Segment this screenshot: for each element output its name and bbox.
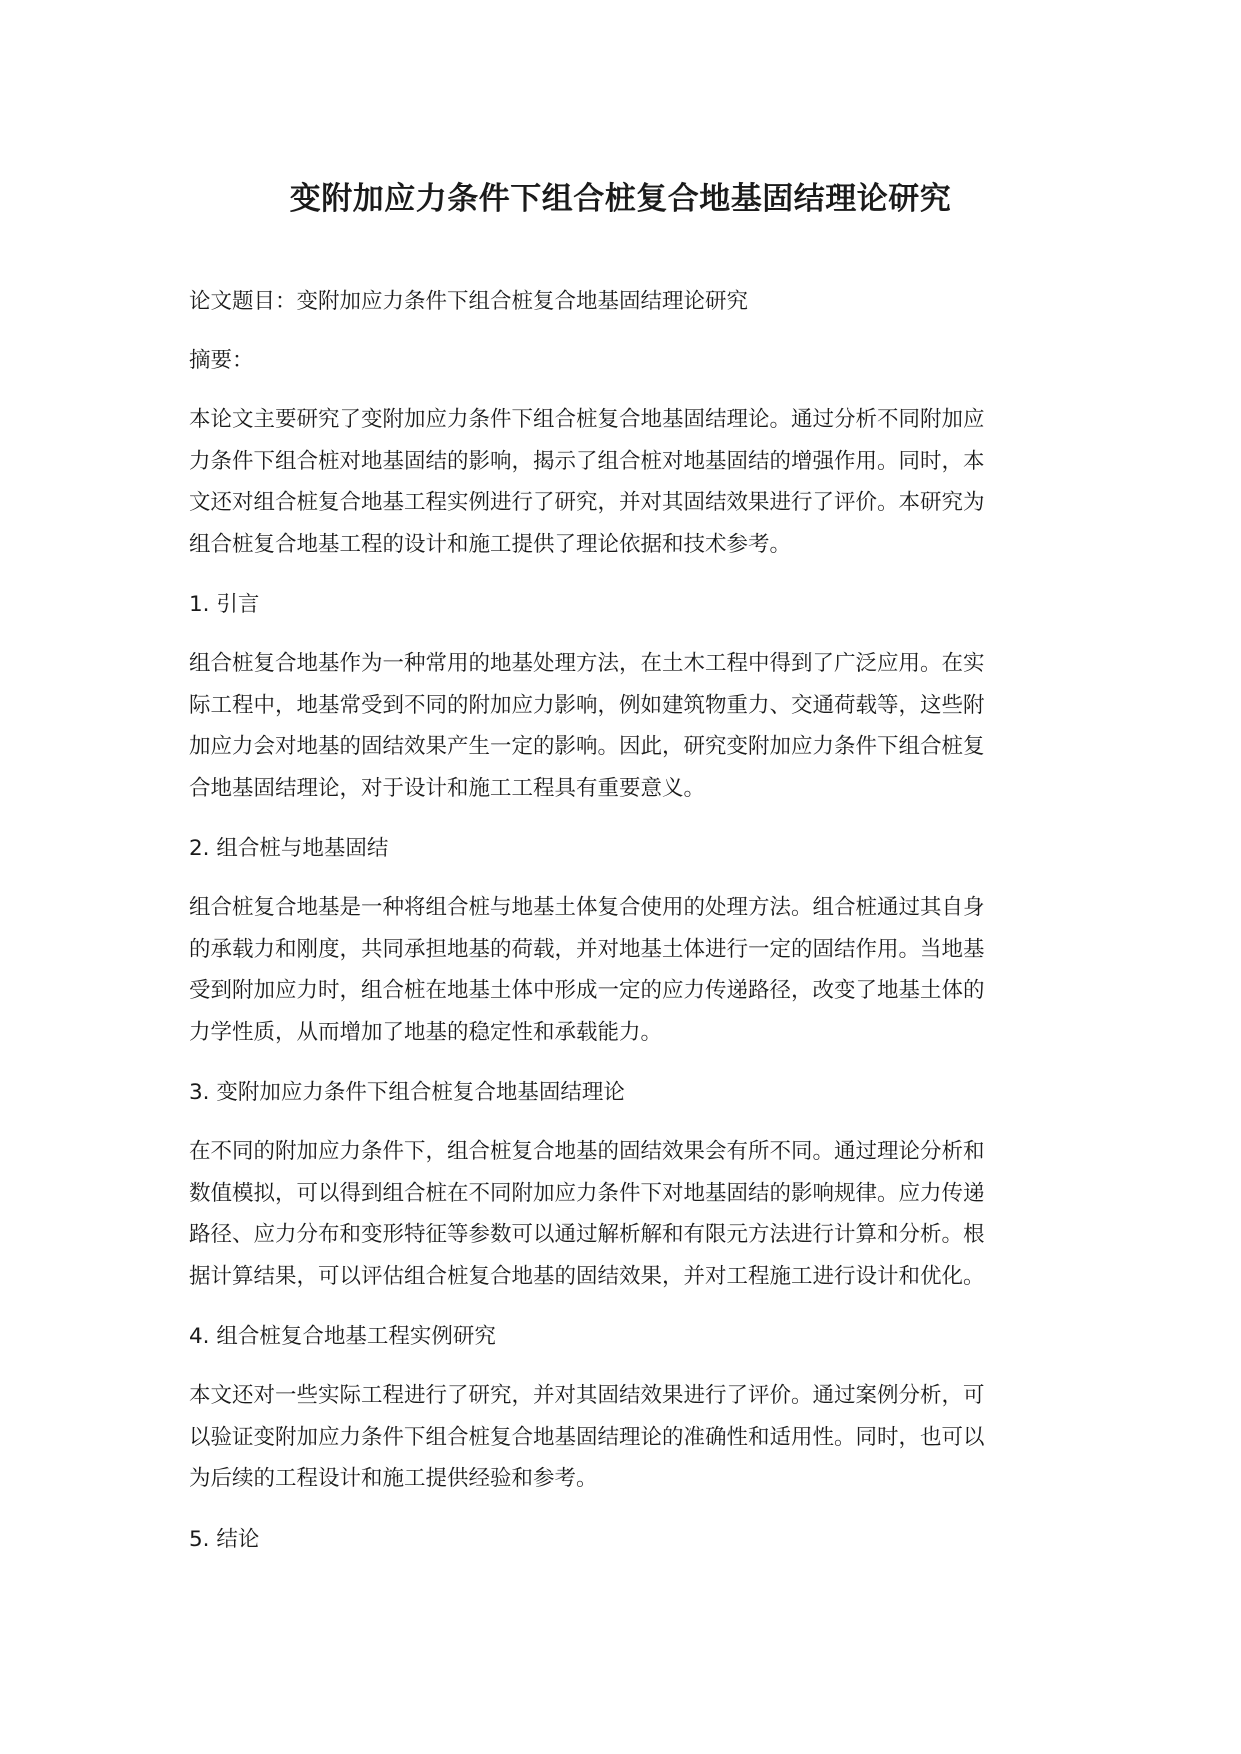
paragraph-line: 力学性质，从而增加了地基的稳定性和承载能力。	[189, 1019, 663, 1045]
section-heading: 4. 组合桩复合地基工程实例研究	[189, 1324, 496, 1349]
section-heading: 3. 变附加应力条件下组合桩复合地基固结理论	[189, 1080, 625, 1105]
abstract-line: 文还对组合桩复合地基工程实例进行了研究，并对其固结效果进行了评价。本研究为	[189, 490, 985, 515]
paragraph-line: 组合桩复合地基是一种将组合桩与地基土体复合使用的处理方法。组合桩通过其自身	[189, 895, 985, 920]
paragraph-line: 在不同的附加应力条件下，组合桩复合地基的固结效果会有所不同。通过理论分析和	[189, 1139, 985, 1164]
abstract-line: 本论文主要研究了变附加应力条件下组合桩复合地基固结理论。通过分析不同附加应	[189, 407, 985, 432]
document-body	[189, 281, 1045, 1560]
page-title: 变附加应力条件下组合桩复合地基固结理论研究	[289, 181, 952, 217]
paragraph-line: 以验证变附加应力条件下组合桩复合地基固结理论的准确性和适用性。同时，也可以	[189, 1424, 985, 1450]
paragraph-line: 组合桩复合地基作为一种常用的地基处理方法，在土木工程中得到了广泛应用。在实	[189, 651, 985, 676]
section-paragraph	[189, 1131, 1045, 1297]
paragraph-line: 受到附加应力时，组合桩在地基土体中形成一定的应力传递路径，改变了地基土体的	[189, 978, 985, 1003]
paragraph-line: 加应力会对地基的固结效果产生一定的影响。因此，研究变附加应力条件下组合桩复	[189, 734, 985, 759]
section-paragraph	[189, 1375, 1045, 1500]
paragraph-line: 据计算结果，可以评估组合桩复合地基的固结效果，并对工程施工进行设计和优化。	[189, 1263, 985, 1289]
paragraph-line: 合地基固结理论，对于设计和施工工程具有重要意义。	[189, 775, 706, 801]
abstract-line: 力条件下组合桩对地基固结的影响，揭示了组合桩对地基固结的增强作用。同时，本	[189, 448, 985, 474]
paragraph-line: 路径、应力分布和变形特征等参数可以通过解析解和有限元方法进行计算和分析。根	[189, 1222, 985, 1247]
paragraph-line: 为后续的工程设计和施工提供经验和参考。	[189, 1466, 598, 1491]
paragraph-line: 本文还对一些实际工程进行了研究，并对其固结效果进行了评价。通过案例分析，可	[189, 1383, 985, 1408]
section-heading: 5. 结论	[189, 1526, 260, 1552]
abstract-paragraph	[189, 399, 1045, 565]
section-paragraph	[189, 887, 1045, 1053]
paragraph-line: 的承载力和刚度，共同承担地基的荷载，并对地基土体进行一定的固结作用。当地基	[189, 936, 985, 962]
thesis-title-line: 论文题目：变附加应力条件下组合桩复合地基固结理论研究	[189, 289, 749, 314]
section-paragraph	[189, 643, 1045, 809]
abstract-label: 摘要：	[189, 348, 254, 373]
section-heading: 1. 引言	[189, 592, 260, 617]
paragraph-line: 数值模拟，可以得到组合桩在不同附加应力条件下对地基固结的影响规律。应力传递	[189, 1180, 985, 1206]
abstract-line: 组合桩复合地基工程的设计和施工提供了理论依据和技术参考。	[189, 531, 792, 557]
section-heading: 2. 组合桩与地基固结	[189, 836, 389, 861]
paragraph-line: 际工程中，地基常受到不同的附加应力影响，例如建筑物重力、交通荷载等，这些附	[189, 692, 985, 718]
